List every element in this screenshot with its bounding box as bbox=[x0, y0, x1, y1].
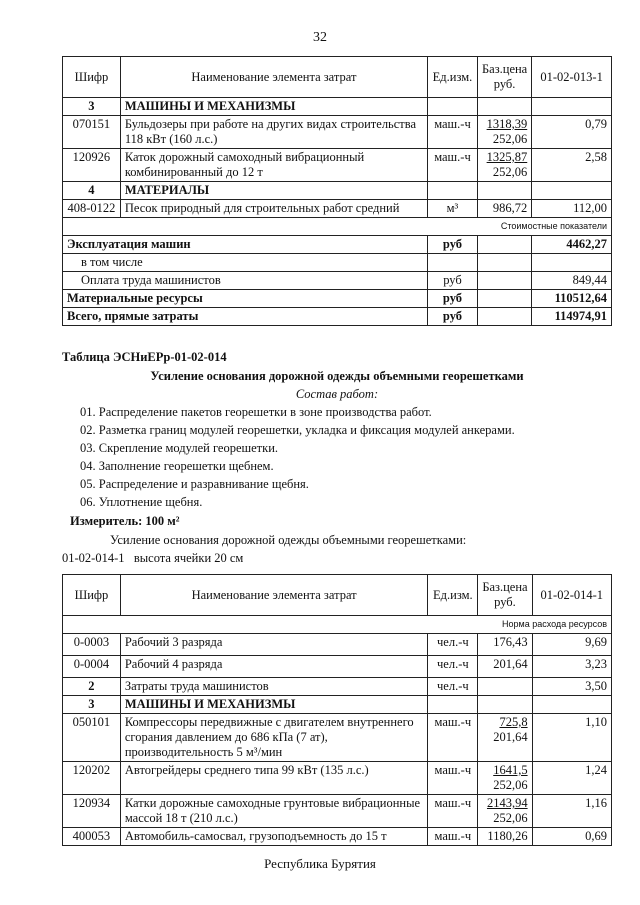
header-code: Шифр bbox=[63, 57, 121, 98]
row-price-main: 1318,39 bbox=[486, 117, 528, 131]
row-name: Рабочий 4 разряда bbox=[120, 656, 428, 678]
row-name: Катки дорожные самоходные грунтовые вибрационные массой 18 т (210 л.с.) bbox=[120, 795, 428, 828]
row-code: 120934 bbox=[63, 795, 121, 828]
section-row bbox=[63, 696, 612, 714]
work-step: 04. Заполнение георешетки щебнем. bbox=[80, 459, 274, 473]
section-code: 3 bbox=[63, 696, 121, 714]
table-row bbox=[63, 200, 612, 218]
row-price-wage: 201,64 bbox=[493, 730, 528, 744]
work-step: 01. Распределение пакетов георешетки в зоне производства работ. bbox=[80, 405, 432, 419]
section-code: 2 bbox=[63, 678, 121, 696]
work-step: 02. Разметка границ модулей георешетки, укладка и фиксация модулей анкерами. bbox=[80, 423, 515, 437]
row-price-main: 2143,94 bbox=[486, 796, 528, 810]
row-price: 201,64 bbox=[478, 656, 532, 678]
row-code: 0-0004 bbox=[63, 656, 121, 678]
row-unit: маш.-ч bbox=[428, 149, 478, 182]
row-norm: 1,16 bbox=[532, 795, 611, 828]
summary-unit: руб bbox=[428, 308, 478, 326]
row-price-wage: 252,06 bbox=[492, 165, 528, 179]
row-norm: 0,79 bbox=[532, 116, 612, 149]
row-name: Бульдозеры при работе на других видах строительства 118 кВт (160 л.с.) bbox=[120, 116, 427, 149]
work-step: 03. Скрепление модулей георешетки. bbox=[80, 441, 279, 455]
header-price: Баз.цена руб. bbox=[478, 575, 532, 616]
summary-row bbox=[63, 272, 612, 290]
section-row bbox=[63, 678, 612, 696]
row-norm: 1,24 bbox=[532, 762, 611, 795]
code-line-code: 01-02-014-1 bbox=[62, 551, 125, 565]
row-code: 070151 bbox=[63, 116, 121, 149]
row-price: 986,72 bbox=[477, 200, 531, 218]
section-title: МАТЕРИАЛЫ bbox=[120, 182, 427, 200]
row-name: Автогрейдеры среднего типа 99 кВт (135 л.с.) bbox=[120, 762, 428, 795]
section-norm: 3,50 bbox=[532, 678, 611, 696]
row-unit: маш.-ч bbox=[428, 828, 478, 846]
composition-title: Состав работ: bbox=[295, 387, 379, 401]
summary-unit: руб bbox=[428, 290, 478, 308]
row-unit: маш.-ч bbox=[428, 116, 478, 149]
row-price-main: 725,8 bbox=[499, 715, 528, 729]
section-row bbox=[63, 98, 612, 116]
row-norm: 112,00 bbox=[532, 200, 612, 218]
table-row bbox=[63, 656, 612, 678]
header-norm: 01-02-013-1 bbox=[532, 57, 612, 98]
row-unit: чел.-ч bbox=[428, 634, 478, 656]
code-line bbox=[62, 549, 243, 567]
cost-label: Стоимостные показатели bbox=[63, 218, 612, 236]
row-unit: маш.-ч bbox=[428, 762, 478, 795]
row-code: 120926 bbox=[63, 149, 121, 182]
row-price-wage: 252,06 bbox=[493, 778, 528, 792]
row-price-main: 1325,87 bbox=[486, 150, 528, 164]
row-code: 050101 bbox=[63, 714, 121, 762]
row-code: 400053 bbox=[63, 828, 121, 846]
resource-table-1 bbox=[62, 56, 612, 326]
row-code: 408-0122 bbox=[63, 200, 121, 218]
summary-name: Оплата труда машинистов bbox=[63, 272, 428, 290]
header-norm: 01-02-014-1 bbox=[532, 575, 611, 616]
table-title: Таблица ЭСНиЕРр-01-02-014 bbox=[62, 350, 227, 364]
table-row bbox=[63, 714, 612, 762]
resource-table-2 bbox=[62, 574, 612, 846]
table-header-row bbox=[63, 575, 612, 616]
summary-name: в том числе bbox=[63, 254, 428, 272]
summary-value: 110512,64 bbox=[532, 290, 612, 308]
table-row bbox=[63, 828, 612, 846]
row-unit: маш.-ч bbox=[428, 714, 478, 762]
summary-value: 4462,27 bbox=[532, 236, 612, 254]
summary-row bbox=[63, 290, 612, 308]
row-price: 1180,26 bbox=[478, 828, 532, 846]
row-name: Компрессоры передвижные с двигателем внутреннего сгорания давлением до 686 кПа (7 ат), производительность 5 м³/мин bbox=[120, 714, 428, 762]
summary-unit: руб bbox=[428, 272, 478, 290]
row-name: Рабочий 3 разряда bbox=[120, 634, 428, 656]
table-row bbox=[63, 116, 612, 149]
summary-row bbox=[63, 236, 612, 254]
work-step: 05. Распределение и разравнивание щебня. bbox=[80, 477, 309, 491]
section-unit: чел.-ч bbox=[428, 678, 478, 696]
cost-label-row bbox=[63, 218, 612, 236]
row-unit: чел.-ч bbox=[428, 656, 478, 678]
row-code: 0-0003 bbox=[63, 634, 121, 656]
summary-value: 114974,91 bbox=[532, 308, 612, 326]
row-norm: 0,69 bbox=[532, 828, 611, 846]
row-name: Каток дорожный самоходный вибрационный комбинированный до 12 т bbox=[120, 149, 427, 182]
row-norm: 2,58 bbox=[532, 149, 612, 182]
row-norm: 9,69 bbox=[532, 634, 611, 656]
code-line-text: высота ячейки 20 см bbox=[133, 551, 244, 565]
page-number: 32 bbox=[313, 30, 327, 45]
row-price-main: 1641,5 bbox=[493, 763, 528, 777]
header-unit: Ед.изм. bbox=[428, 57, 478, 98]
row-price-wage: 252,06 bbox=[493, 811, 528, 825]
row-norm: 1,10 bbox=[532, 714, 611, 762]
header-unit: Ед.изм. bbox=[428, 575, 478, 616]
section-row bbox=[63, 182, 612, 200]
norm-label-row bbox=[63, 616, 612, 634]
table-row bbox=[63, 762, 612, 795]
row-unit: м³ bbox=[428, 200, 478, 218]
work-steps bbox=[80, 403, 620, 511]
summary-unit: руб bbox=[428, 236, 478, 254]
summary-value: 849,44 bbox=[532, 272, 612, 290]
table-header-row bbox=[63, 57, 612, 98]
summary-name: Материальные ресурсы bbox=[63, 290, 428, 308]
row-norm: 3,23 bbox=[532, 656, 611, 678]
row-code: 120202 bbox=[63, 762, 121, 795]
row-name: Автомобиль-самосвал, грузоподъемность до 15 т bbox=[120, 828, 428, 846]
section-code: 3 bbox=[63, 98, 121, 116]
row-price: 176,43 bbox=[478, 634, 532, 656]
section-heading: Усиление основания дорожной одежды объемными георешетками bbox=[150, 369, 524, 383]
work-description: Усиление основания дорожной одежды объемными георешетками: bbox=[110, 533, 467, 547]
section-title: Затраты труда машинистов bbox=[120, 678, 428, 696]
work-step: 06. Уплотнение щебня. bbox=[80, 495, 203, 509]
section-code: 4 bbox=[63, 182, 121, 200]
page-footer: Республика Бурятия bbox=[264, 856, 376, 871]
header-price: Баз.цена руб. bbox=[477, 57, 531, 98]
header-name: Наименование элемента затрат bbox=[120, 575, 428, 616]
summary-row bbox=[63, 254, 612, 272]
section-title: МАШИНЫ И МЕХАНИЗМЫ bbox=[120, 696, 428, 714]
header-code: Шифр bbox=[63, 575, 121, 616]
row-unit: маш.-ч bbox=[428, 795, 478, 828]
section-title: МАШИНЫ И МЕХАНИЗМЫ bbox=[120, 98, 427, 116]
row-price-wage: 252,06 bbox=[492, 132, 528, 146]
table-row bbox=[63, 149, 612, 182]
summary-row bbox=[63, 308, 612, 326]
norm-label: Норма расхода ресурсов bbox=[63, 616, 612, 634]
table-row bbox=[63, 634, 612, 656]
summary-name: Всего, прямые затраты bbox=[63, 308, 428, 326]
row-name: Песок природный для строительных работ средний bbox=[120, 200, 427, 218]
table-row bbox=[63, 795, 612, 828]
meter-label: Измеритель: 100 м² bbox=[70, 514, 180, 528]
header-name: Наименование элемента затрат bbox=[120, 57, 427, 98]
summary-name: Эксплуатация машин bbox=[63, 236, 428, 254]
